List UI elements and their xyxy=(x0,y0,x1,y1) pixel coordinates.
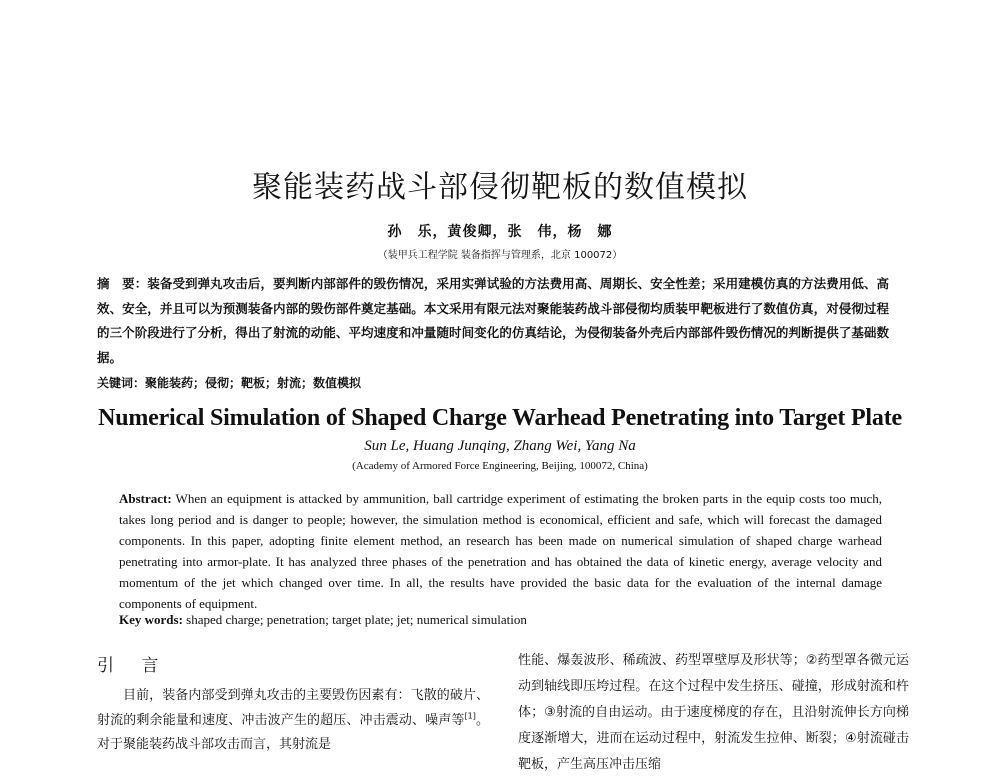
chinese-title: 聚能装药战斗部侵彻靶板的数值模拟 xyxy=(252,170,748,205)
chinese-keywords-text: 聚能装药；侵彻；靶板；射流；数值模拟 xyxy=(145,376,362,390)
chinese-abstract xyxy=(97,272,889,370)
chinese-keywords-label: 关键词： xyxy=(97,376,146,390)
chinese-authors: 孙 乐，黄俊卿，张 伟，杨 娜 xyxy=(387,224,613,240)
english-keywords-label: Key words: xyxy=(119,612,183,627)
chinese-abstract-text: 装备受到弹丸攻击后，要判断内部部件的毁伤情况，采用实弹试验的方法费用高、周期长、安全性差；采用建模仿真的方法费用低、高效、安全，并且可以为预测装备内部的毁伤部件奠定基础。本文采用有限元法对聚能装药战斗部侵彻均质装甲靶板进行了数值仿真，对侵彻过程的三个阶段进行了分析，得出了射流的动能、平均速度和冲量随时间变化的仿真结论，为侵彻装备外壳后内部部件毁伤情况的判断提供了基础数据。 xyxy=(97,276,889,365)
chinese-abstract-label: 摘 要： xyxy=(97,276,148,291)
english-abstract-label: Abstract: xyxy=(119,491,172,506)
english-keywords-text: shaped charge; penetration; target plate; jet; numerical simulation xyxy=(186,612,527,627)
english-title: Numerical Simulation of Shaped Charge Warhead Penetrating into Target Plate xyxy=(98,405,902,431)
english-keywords xyxy=(119,612,882,628)
section-heading-introduction: 引 言 xyxy=(97,656,170,676)
body-right-column xyxy=(518,648,909,772)
right-paragraph: 性能、爆轰波形、稀疏波、药型罩壁厚及形状等；②药型罩各微元运动到轴线即压垮过程。在这个过程中发生挤压、碰撞，形成射流和杵体；③射流的自由运动。由于速度梯度的存在，且沿射流伸长方向梯度逐渐增大，进而在运动过程中，射流发生拉伸、断裂；④射流碰击靶板，产生高压冲击压缩 xyxy=(518,653,909,772)
chinese-keywords xyxy=(97,374,889,391)
english-abstract-text: When an equipment is attacked by ammunition, ball cartridge experiment of estimating the broken parts in the equip costs too much, takes long period and is danger to people; however, the simulation method is economical, efficient and safe, which will forecast the damaged components. In this paper, adopting finite element method, an research has been made on numerical simulation of shaped charge warhead penetrating into armor-plate. It has analyzed three phases of the penetration and has obtained the data of kinetic energy, average velocity and momentum of the jet which changed over time. In all, the results have provided the basic data for the evaluation of the internal damage components of equipment. xyxy=(119,491,882,611)
left-paragraph-end: 。对于聚能装药战斗部攻击而言，其射流是 xyxy=(97,712,489,752)
left-paragraph-start: 目前，装备内部受到弹丸攻击的主要毁伤因素有：飞散的破片、射流的剩余能量和速度、冲击波产生的超压、冲击震动、噪声等 xyxy=(97,688,489,728)
citation-marker: [1] xyxy=(464,711,476,721)
body-left-column xyxy=(97,684,489,760)
chinese-affiliation: （装甲兵工程学院 装备指挥与管理系，北京 100072） xyxy=(377,250,623,261)
english-abstract xyxy=(119,488,882,614)
english-authors: Sun Le, Huang Junqing, Zhang Wei, Yang Na xyxy=(364,438,636,454)
english-affiliation: (Academy of Armored Force Engineering, Beijing, 100072, China) xyxy=(352,460,648,472)
